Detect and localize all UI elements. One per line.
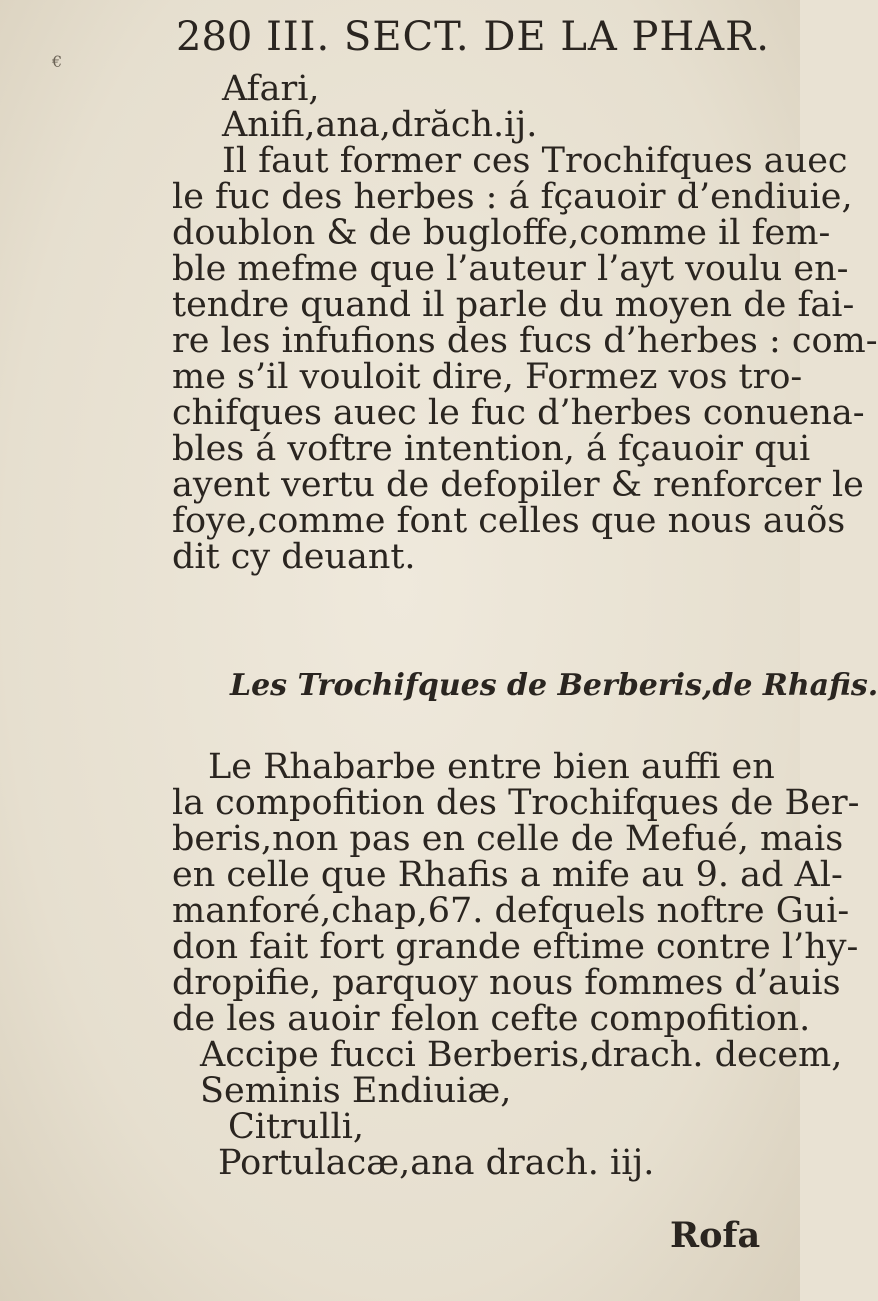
text-line: Le Rhabarbe entre bien auffi en [208, 747, 775, 787]
text-line: dit cy deuant. [172, 537, 416, 577]
text-line: Anifi,ana,drăch.ij. [222, 105, 538, 145]
running-head [176, 14, 770, 60]
text-line: ble mefme que l’auteur l’ayt voulu en- [172, 249, 849, 289]
text-line: dropifie, parquoy nous fommes d’auis [172, 963, 841, 1003]
text-line: Afari, [222, 69, 320, 109]
text-line: foye,comme font celles que nous auõs [172, 501, 846, 541]
margin-mark: € [52, 52, 63, 71]
text-line: la compofition des Trochifques de Ber- [172, 783, 860, 823]
running-title: III. SECT. DE LA PHAR. [266, 14, 771, 60]
text-line: Il faut former ces Trochifques auec [222, 141, 848, 181]
text-line: en celle que Rhafis a mife au 9. ad Al- [172, 855, 843, 895]
text-line: ayent vertu de defopiler & renforcer le [172, 465, 864, 505]
text-line: bles á voftre intention, á fçauoir qui [172, 429, 811, 469]
page-number: 280 [176, 14, 253, 60]
text-line: de les auoir felon cefte compofition. [172, 999, 811, 1039]
text-line: don fait fort grande eftime contre l’hy- [172, 927, 859, 967]
catchword: Rofa [670, 1215, 761, 1256]
text-line: le fuc des herbes : á fçauoir d’endiuie, [172, 177, 853, 217]
text-line: chifques auec le fuc d’herbes conuena- [172, 393, 865, 433]
text-line: doublon & de bugloffe,comme il fem- [172, 213, 831, 253]
text-line: re les infufions des fucs d’herbes : com- [172, 321, 878, 361]
text-line: me s’il vouloit dire, Formez vos tro- [172, 357, 803, 397]
recipe-line: Citrulli, [228, 1107, 365, 1147]
section-heading: Les Trochifques de Berberis,de Rhafis. [230, 668, 878, 703]
text-line: beris,non pas en celle de Mefué, mais [172, 819, 844, 859]
recipe-line: Portulacæ,ana drach. iij. [218, 1143, 655, 1183]
recipe-line: Seminis Endiuiæ, [200, 1071, 512, 1111]
text-line: tendre quand il parle du moyen de fai- [172, 285, 855, 325]
text-line: manforé,chap,67. defquels noftre Gui- [172, 891, 850, 931]
recipe-line: Accipe fucci Berberis,drach. decem, [200, 1035, 843, 1075]
